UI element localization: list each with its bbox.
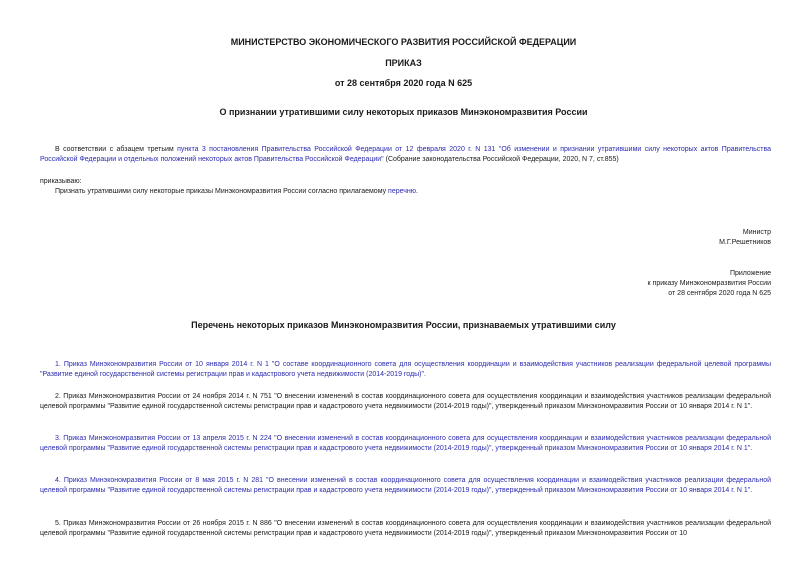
order-date: от 28 сентября 2020 года N 625	[334, 78, 473, 88]
list-link[interactable]: перечню	[388, 188, 417, 195]
order-title: О признании утратившими силу некоторых приказов Минэкономразвития России	[219, 107, 588, 117]
intro-decree-link[interactable]: пункта 3 постановления Правительства Российской Федерации от 12 февраля 2020 г. N 131 "Об изменении и признании утратившими силу некоторых актов Правительства Российской Федерации и отдельных положений некоторых актов Правительства Российской Федерации"	[40, 146, 771, 163]
list-title: Перечень некоторых приказов Минэкономразвития России, признаваемых утратившими силу	[191, 320, 616, 330]
ministry-heading: МИНИСТЕРСТВО ЭКОНОМИЧЕСКОГО РАЗВИТИЯ РОССИЙСКОЙ ФЕДЕРАЦИИ	[230, 37, 577, 47]
intro-paragraph	[40, 145, 771, 164]
appendix-reference: к приказу Минэкономразвития России	[647, 280, 771, 287]
list-item[interactable]: 1. Приказ Минэкономразвития России от 10 января 2014 г. N 1 "О составе координационного совета для осуществления координации и взаимодействия участников реализации федеральной целевой программы "Развитие единой государственной системы регистрации прав и кадастрового учета недвижимости (2014-2019 годы)".	[40, 361, 771, 378]
list-item: 2. Приказ Минэкономразвития России от 24 ноября 2014 г. N 751 "О внесении изменений в состав координационного совета для осуществления координации и взаимодействия участников реализации федеральной целевой программы "Развитие единой государственной системы регистрации прав и кадастрового учета недвижимости (2014-2019 годы)", утвержденный приказом Минэкономразвития России от 10 января 2014 г. N 1".	[40, 393, 771, 410]
recognize-paragraph	[40, 187, 771, 197]
order-heading: ПРИКАЗ	[385, 58, 422, 68]
prikazyvayu-label: приказываю:	[40, 178, 82, 185]
intro-lead: В соответствии с абзацем третьим	[55, 146, 178, 153]
intro-tail: (Собрание законодательства Российской Федерации, 2020, N 7, ст.855)	[383, 155, 619, 163]
recognize-lead: Признать утратившими силу некоторые приказы Минэкономразвития России согласно прилагаемому	[55, 188, 389, 195]
list-item[interactable]: 3. Приказ Минэкономразвития России от 13 апреля 2015 г. N 224 "О внесении изменений в состав координационного совета для осуществления координации и взаимодействия участников реализации федеральной целевой программы "Развитие единой государственной системы регистрации прав и кадастрового учета недвижимости (2014-2019 годы)", утвержденный приказом Минэкономразвития России от 10 января 2014 г. N 1".	[40, 435, 771, 452]
appendix-label: Приложение	[729, 270, 771, 277]
signatory-title: Министр	[742, 229, 771, 236]
list-item[interactable]: 4. Приказ Минэкономразвития России от 8 мая 2015 г. N 281 "О внесении изменений в состав координационного совета для осуществления координации и взаимодействия участников реализации федеральной целевой программы "Развитие единой государственной системы регистрации прав и кадастрового учета недвижимости (2014-2019 годы)", утвержденный приказом Минэкономразвития России от 10 января 2014 г. N 1".	[40, 477, 771, 494]
list-item: 5. Приказ Минэкономразвития России от 26 ноября 2015 г. N 886 "О внесении изменений в состав координационного совета для осуществления координации и взаимодействия участников реализации федеральной целевой программы "Развитие единой государственной системы регистрации прав и кадастрового учета недвижимости (2014-2019 годы)", утвержденный приказом Минэкономразвития России от 10	[40, 520, 771, 537]
recognize-tail: .	[416, 188, 418, 195]
appendix-date: от 28 сентября 2020 года N 625	[668, 290, 771, 297]
signatory-name: М.Г.Решетников	[719, 239, 771, 246]
